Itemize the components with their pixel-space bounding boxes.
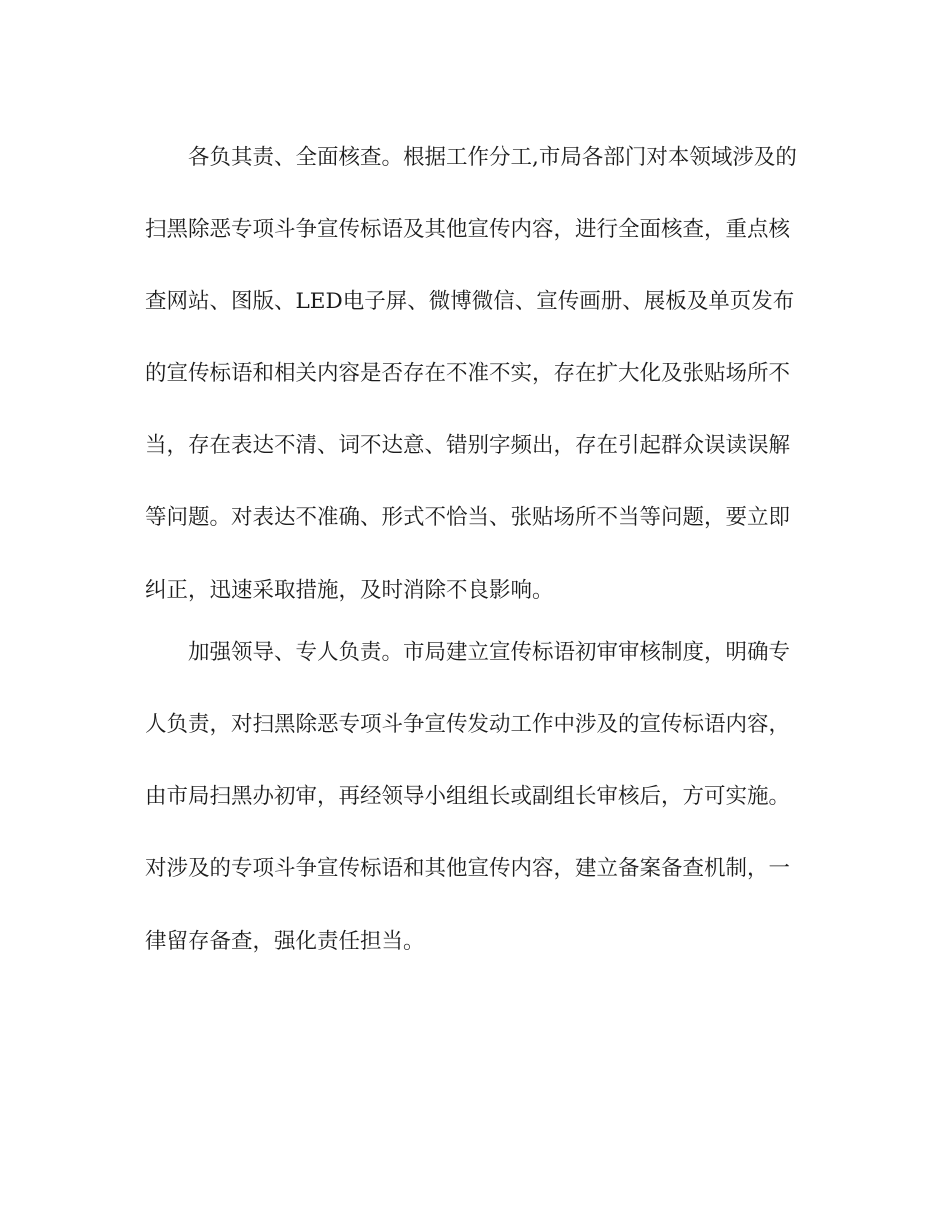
text-line: 纠正，迅速采取措施，及时消除不良影响。 bbox=[145, 578, 554, 603]
text-line: 对涉及的专项斗争宣传标语和其他宣传内容，建立备案备查机制，一 bbox=[145, 856, 791, 881]
text-line: 由市局扫黑办初审，再经领导小组组长或副组长审核后，方可实施。 bbox=[145, 784, 791, 809]
text-line: 等问题。对表达不准确、形式不恰当、张贴场所不当等问题，要立即 bbox=[145, 505, 791, 530]
text-line: 查网站、图版、LED电子屏、微博微信、宣传画册、展板及单页发布 bbox=[145, 289, 795, 314]
text-line: 律留存备查，强化责任担当。 bbox=[145, 929, 425, 954]
text-line: 当，存在表达不清、词不达意、错别字频出，存在引起群众误读误解 bbox=[145, 433, 791, 458]
text-line: 各负其责、全面核查。根据工作分工,市局各部门对本领域涉及的 bbox=[188, 145, 797, 170]
text-line: 的宣传标语和相关内容是否存在不准不实，存在扩大化及张贴场所不 bbox=[145, 361, 791, 386]
text-line: 扫黑除恶专项斗争宣传标语及其他宣传内容，进行全面核查，重点核 bbox=[145, 217, 791, 242]
text-line: 人负责，对扫黑除恶专项斗争宣传发动工作中涉及的宣传标语内容， bbox=[145, 712, 791, 737]
text-line: 加强领导、专人负责。市局建立宣传标语初审审核制度，明确专 bbox=[188, 640, 791, 665]
